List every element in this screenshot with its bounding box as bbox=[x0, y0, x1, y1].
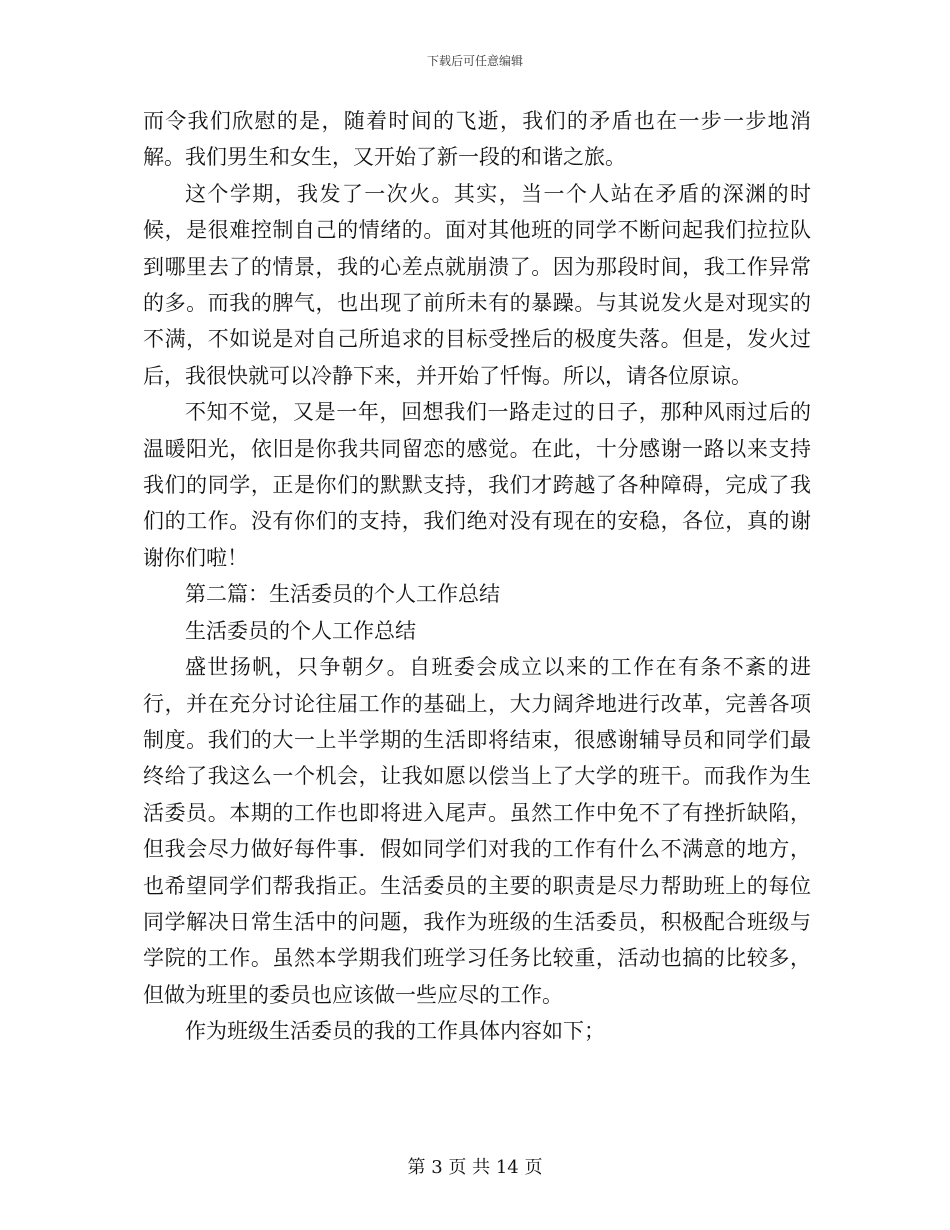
document-body bbox=[143, 103, 811, 1050]
section-heading: 第二篇：生活委员的个人工作总结 bbox=[185, 582, 500, 607]
paragraph-6: 盛世扬帆，只争朝夕。自班委会成立以来的工作在有条不紊的进行，并在充分讨论往届工作的基础上，大力阔斧地进行改革，完善各项制度。我们的大一上半学期的生活即将结束，很感谢辅导员和同学们最终给了我这么一个机会，让我如愿以偿当上了大学的班干。而我作为生活委员。本期的工作也即将进入尾声。虽然工作中免不了有挫折缺陷，但我会尽力做好每件事．假如同学们对我的工作有什么不满意的地方，也希望同学们帮我指正。生活委员的主要的职责是尽力帮助班上的每位同学解决日常生活中的问题，我作为班级的生活委员，积极配合班级与学院的工作。虽然本学期我们班学习任务比较重，活动也搞的比较多，但做为班里的委员也应该做一些应尽的工作。 bbox=[143, 655, 811, 1007]
article-title: 生活委员的个人工作总结 bbox=[185, 618, 416, 643]
paragraph-7: 作为班级生活委员的我的工作具体内容如下； bbox=[185, 1019, 605, 1044]
paragraph-2: 这个学期，我发了一次火。其实，当一个人站在矛盾的深渊的时候，是很难控制自己的情绪的。面对其他班的同学不断问起我们拉拉队到哪里去了的情景，我的心差点就崩溃了。因为那段时间，我工作异常的多。而我的脾气，也出现了前所未有的暴躁。与其说发火是对现实的不满，不如说是对自己所追求的目标受挫后的极度失落。但是，发火过后，我很快就可以冷静下来，并开始了忏悔。所以，请各位原谅。 bbox=[143, 181, 811, 388]
page-footer: 第 3 页 共 14 页 bbox=[407, 1157, 543, 1178]
paragraph-3: 不知不觉，又是一年，回想我们一路走过的日子，那种风雨过后的温暖阳光，依旧是你我共同留恋的感觉。在此，十分感谢一路以来支持我们的同学，正是你们的默默支持，我们才跨越了各种障碍，完成了我们的工作。没有你们的支持，我们绝对没有现在的安稳，各位，真的谢谢你们啦！ bbox=[143, 400, 811, 570]
page-header: 下载后可任意编辑 bbox=[426, 54, 523, 68]
paragraph-1: 而令我们欣慰的是，随着时间的飞逝，我们的矛盾也在一步一步地消解。我们男生和女生，又开始了新一段的和谐之旅。 bbox=[143, 109, 811, 170]
